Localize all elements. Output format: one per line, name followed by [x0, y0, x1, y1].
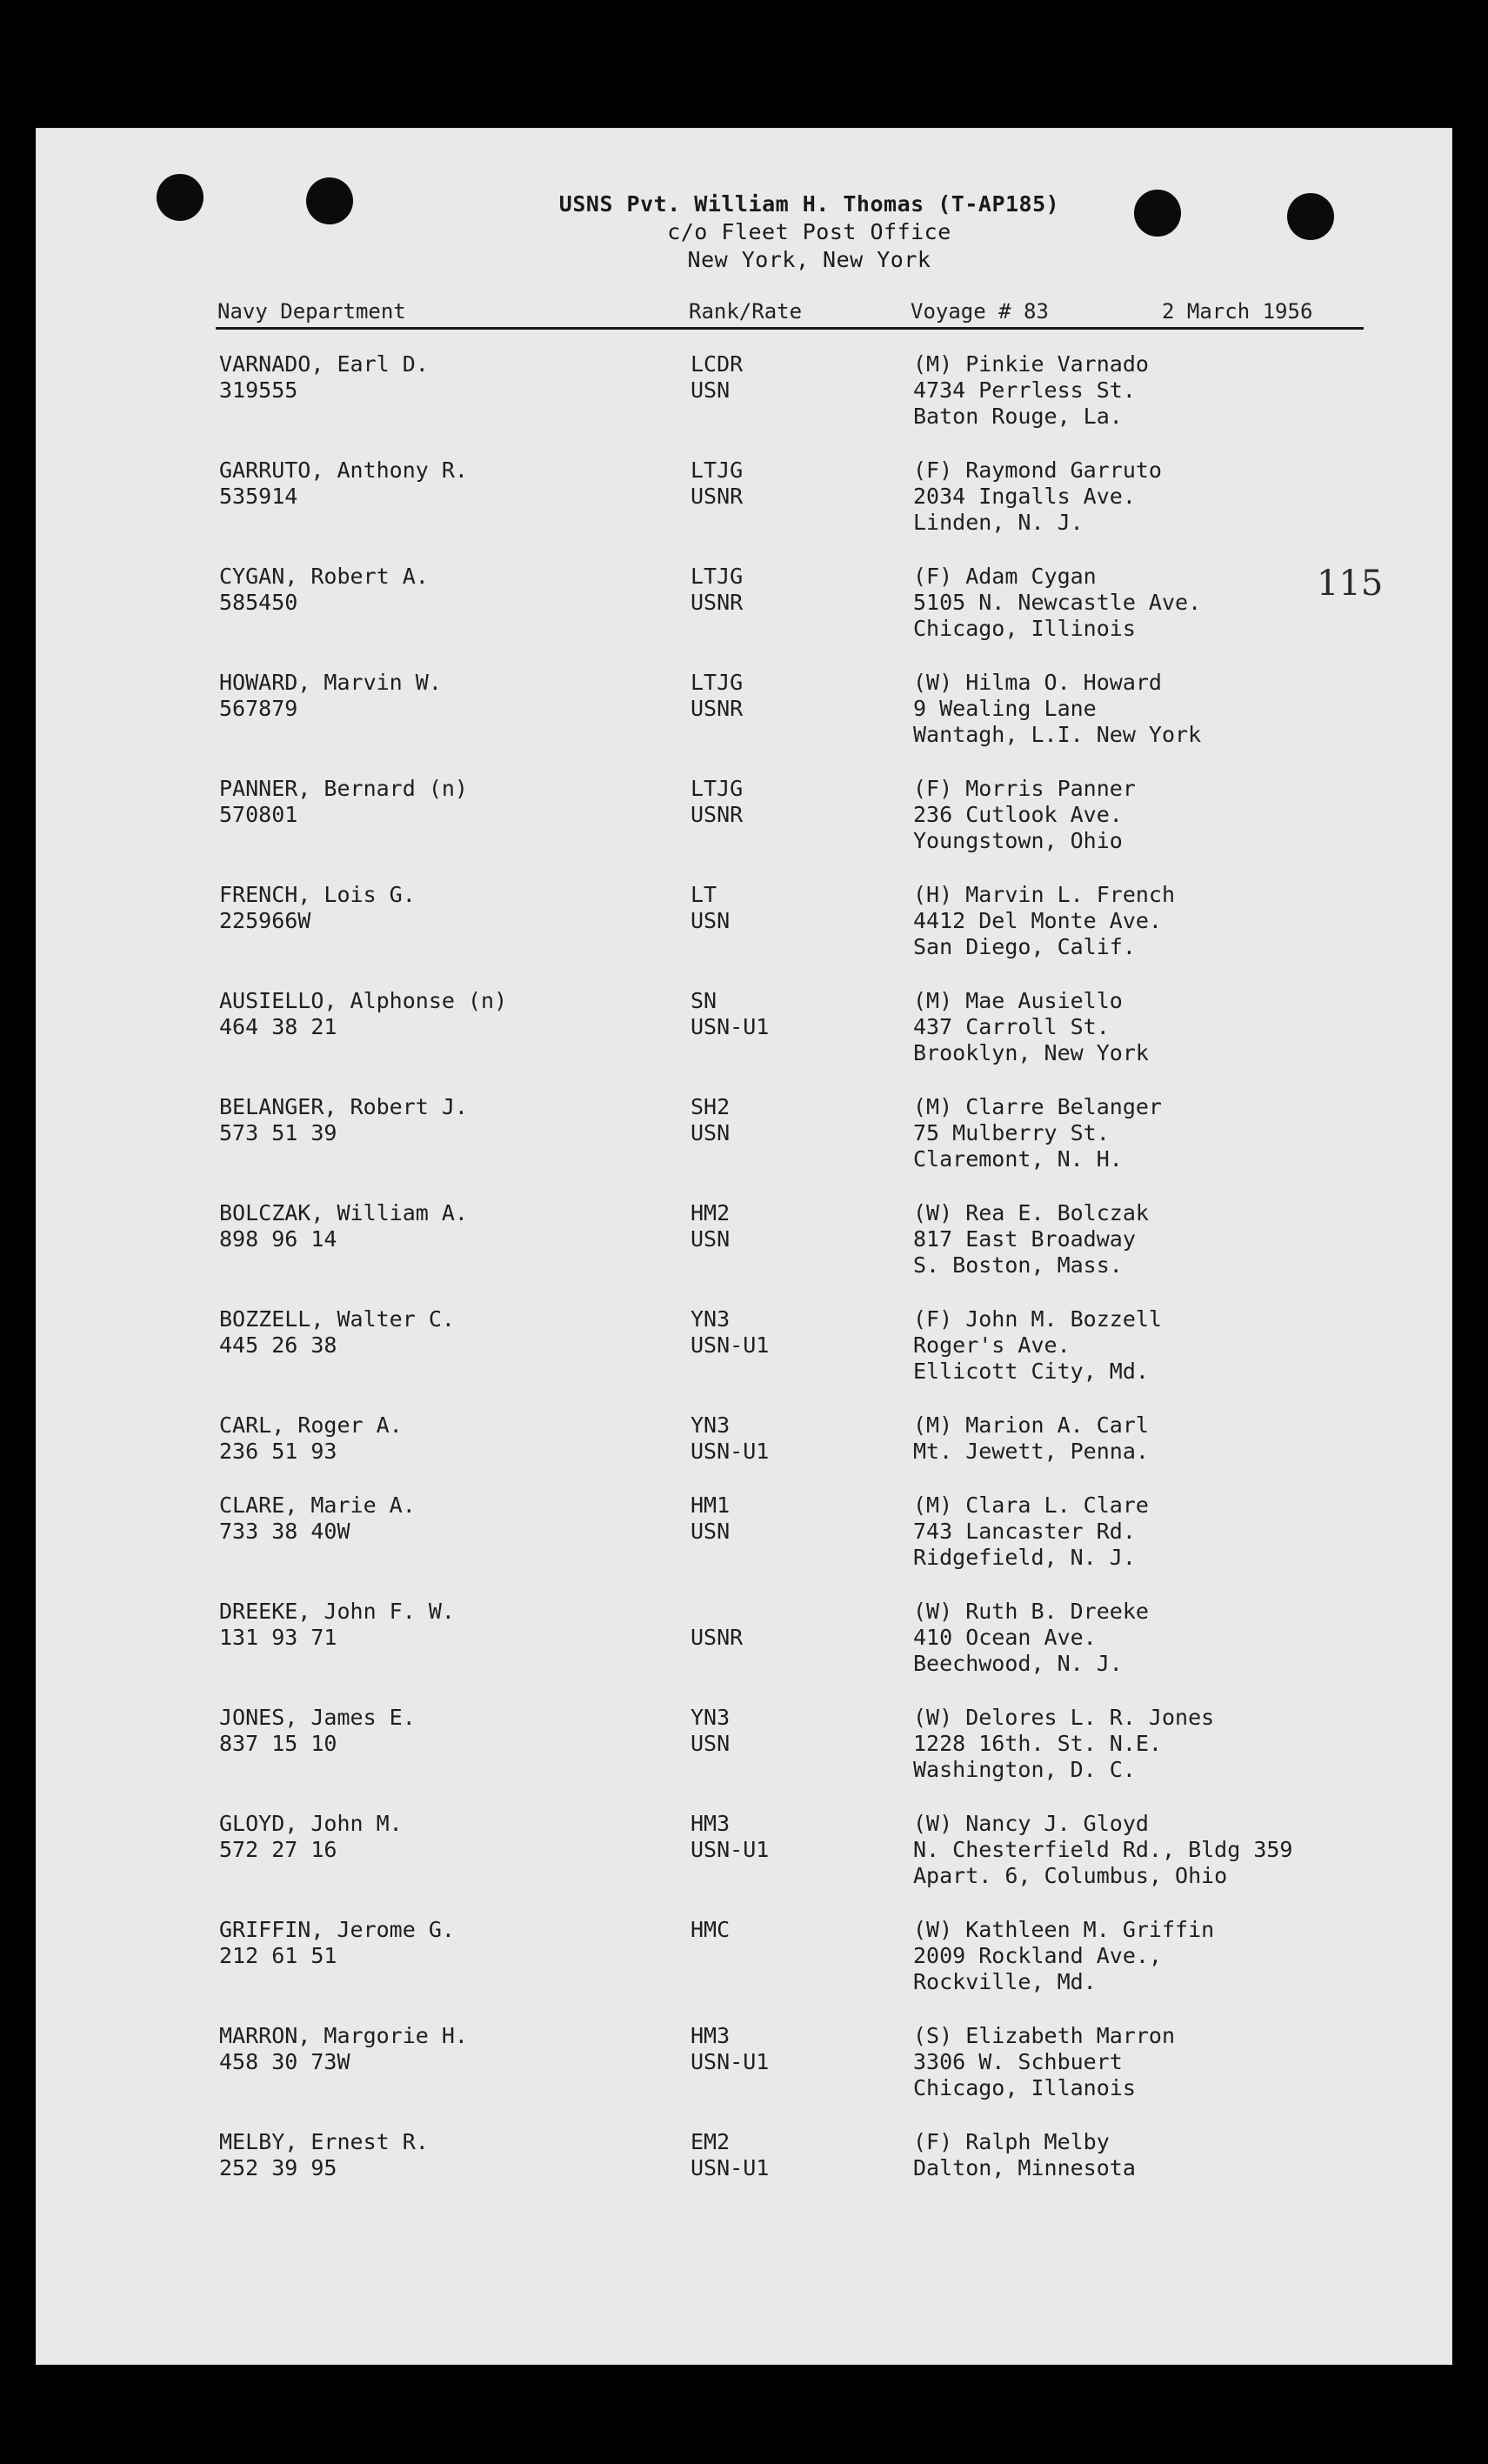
entry-rank: HM3: [691, 1811, 731, 1836]
entry-service-number: 319555: [219, 377, 298, 403]
entry-name: BOLCZAK, William A.: [219, 1200, 468, 1225]
entry-name: MELBY, Ernest R.: [219, 2129, 429, 2154]
entry-service-number: 225966W: [219, 908, 311, 933]
entry-service-number: 252 39 95: [219, 2155, 337, 2180]
entry-name: HOWARD, Marvin W.: [219, 670, 442, 695]
entry-name: FRENCH, Lois G.: [219, 882, 416, 907]
entry-rank: HM3: [691, 2023, 731, 2048]
entry-rank: LCDR: [691, 351, 744, 377]
entry-name: VARNADO, Earl D.: [219, 351, 429, 377]
entry-branch: USN-U1: [691, 2155, 770, 2180]
entry-rank: HMC: [691, 1917, 731, 1942]
entry-rank: EM2: [691, 2129, 731, 2154]
entry-name: BOZZELL, Walter C.: [219, 1306, 455, 1332]
entry-rank: LTJG: [691, 670, 744, 695]
entry-service-number: 837 15 10: [219, 1731, 337, 1756]
entry-next-of-kin: (F) Ralph Melby Dalton, Minnesota: [913, 2129, 1136, 2180]
ship-name: USNS Pvt. William H. Thomas (T-AP185): [558, 191, 1060, 217]
entry-name: CYGAN, Robert A.: [219, 564, 429, 589]
entry-next-of-kin: (W) Kathleen M. Griffin 2009 Rockland Ave., Rockville, Md.: [913, 1917, 1215, 1994]
entry-service-number: 458 30 73W: [219, 2049, 350, 2074]
entry-branch: USN-U1: [691, 2049, 770, 2074]
entry-rank: YN3: [691, 1705, 731, 1730]
entry-name: CARL, Roger A.: [219, 1412, 403, 1438]
entry-next-of-kin: (W) Nancy J. Gloyd N. Chesterfield Rd., Bldg 359 Apart. 6, Columbus, Ohio: [913, 1811, 1293, 1888]
entry-rank: SH2: [691, 1094, 731, 1119]
page-number: 115: [1317, 564, 1384, 604]
entry-next-of-kin: (M) Marion A. Carl Mt. Jewett, Penna.: [913, 1412, 1149, 1464]
entry-next-of-kin: (W) Rea E. Bolczak 817 East Broadway S. Boston, Mass.: [913, 1200, 1149, 1278]
entry-service-number: 572 27 16: [219, 1837, 337, 1862]
entry-branch: USN-U1: [691, 1439, 770, 1464]
entry-branch: USNR: [691, 802, 744, 827]
entry-name: PANNER, Bernard (n): [219, 776, 468, 801]
entry-next-of-kin: (W) Hilma O. Howard 9 Wealing Lane Wantagh, L.I. New York: [913, 670, 1202, 747]
entry-branch: USN: [691, 1731, 731, 1756]
entry-service-number: 445 26 38: [219, 1332, 337, 1358]
entry-service-number: 567879: [219, 696, 298, 721]
entry-service-number: 131 93 71: [219, 1625, 337, 1650]
entry-name: BELANGER, Robert J.: [219, 1094, 468, 1119]
entry-service-number: 898 96 14: [219, 1226, 337, 1252]
column-header-rank: Rank/Rate: [689, 299, 803, 324]
entry-rank: LTJG: [691, 564, 744, 589]
entry-branch: USNR: [691, 484, 744, 509]
column-header-date: 2 March 1956: [1162, 299, 1313, 324]
entry-name: MARRON, Margorie H.: [219, 2023, 468, 2048]
document-page: [37, 129, 1451, 2364]
entry-service-number: 236 51 93: [219, 1439, 337, 1464]
entry-service-number: 212 61 51: [219, 1943, 337, 1968]
entry-rank: LTJG: [691, 776, 744, 801]
entry-branch: USN-U1: [691, 1332, 770, 1358]
entry-branch: USN: [691, 908, 731, 933]
city-line: New York, New York: [687, 247, 931, 272]
entry-branch: USN: [691, 1120, 731, 1145]
entry-branch: USNR: [691, 696, 744, 721]
entry-service-number: 464 38 21: [219, 1014, 337, 1039]
entry-name: JONES, James E.: [219, 1705, 416, 1730]
entry-rank: YN3: [691, 1412, 731, 1438]
entry-name: GARRUTO, Anthony R.: [219, 457, 468, 483]
entry-service-number: 570801: [219, 802, 298, 827]
entry-rank: YN3: [691, 1306, 731, 1332]
entry-branch: USN: [691, 1519, 731, 1544]
entry-name: GLOYD, John M.: [219, 1811, 403, 1836]
entry-next-of-kin: (W) Ruth B. Dreeke 410 Ocean Ave. Beechwood, N. J.: [913, 1599, 1149, 1676]
entry-next-of-kin: (F) Raymond Garruto 2034 Ingalls Ave. Linden, N. J.: [913, 457, 1162, 535]
entry-branch: USN: [691, 377, 731, 403]
entry-next-of-kin: (F) John M. Bozzell Roger's Ave. Ellicott City, Md.: [913, 1306, 1162, 1384]
entry-rank: HM1: [691, 1492, 731, 1518]
entry-next-of-kin: (F) Adam Cygan 5105 N. Newcastle Ave. Chicago, Illinois: [913, 564, 1202, 641]
entry-branch: USNR: [691, 1625, 744, 1650]
column-header-department: Navy Department: [217, 299, 406, 324]
entry-rank: LT: [691, 882, 717, 907]
entry-name: AUSIELLO, Alphonse (n): [219, 988, 508, 1013]
entry-next-of-kin: (W) Delores L. R. Jones 1228 16th. St. N.E. Washington, D. C.: [913, 1705, 1215, 1782]
entry-name: DREEKE, John F. W.: [219, 1599, 455, 1624]
entry-name: GRIFFIN, Jerome G.: [219, 1917, 455, 1942]
entry-next-of-kin: (M) Clarre Belanger 75 Mulberry St. Claremont, N. H.: [913, 1094, 1162, 1172]
entry-rank: HM2: [691, 1200, 731, 1225]
entry-next-of-kin: (H) Marvin L. French 4412 Del Monte Ave. San Diego, Calif.: [913, 882, 1176, 959]
entry-service-number: 535914: [219, 484, 298, 509]
entry-next-of-kin: (M) Pinkie Varnado 4734 Perrless St. Baton Rouge, La.: [913, 351, 1149, 429]
entry-name: CLARE, Marie A.: [219, 1492, 416, 1518]
entry-service-number: 573 51 39: [219, 1120, 337, 1145]
entry-next-of-kin: (S) Elizabeth Marron 3306 W. Schbuert Chicago, Illanois: [913, 2023, 1176, 2100]
header-rule: [216, 327, 1364, 330]
entry-next-of-kin: (M) Clara L. Clare 743 Lancaster Rd. Ridgefield, N. J.: [913, 1492, 1149, 1570]
entry-branch: USN-U1: [691, 1014, 770, 1039]
entry-service-number: 585450: [219, 590, 298, 615]
post-office-line: c/o Fleet Post Office: [667, 219, 951, 244]
column-header-voyage: Voyage # 83: [911, 299, 1049, 324]
entry-branch: USN-U1: [691, 1837, 770, 1862]
entry-next-of-kin: (M) Mae Ausiello 437 Carroll St. Brooklyn, New York: [913, 988, 1149, 1065]
entry-branch: USN: [691, 1226, 731, 1252]
entry-rank: LTJG: [691, 457, 744, 483]
entry-branch: USNR: [691, 590, 744, 615]
entry-rank: SN: [691, 988, 717, 1013]
entry-next-of-kin: (F) Morris Panner 236 Cutlook Ave. Youngstown, Ohio: [913, 776, 1136, 853]
entry-service-number: 733 38 40W: [219, 1519, 350, 1544]
